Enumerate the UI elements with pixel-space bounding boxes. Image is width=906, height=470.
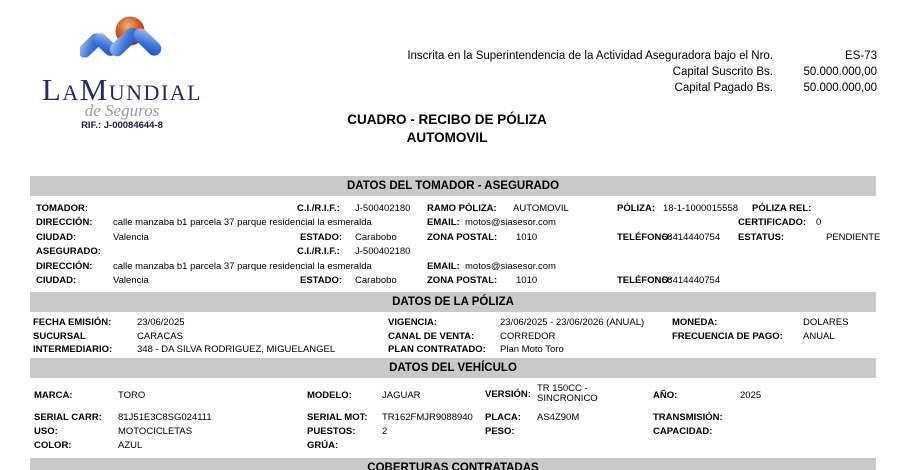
transmision-label: TRANSMISIÓN: bbox=[653, 412, 723, 423]
direccion-tomador-value: calle manzaba b1 parcela 37 parque residencial la esmeralda bbox=[113, 217, 372, 228]
capital-pagado-label: Capital Pagado Bs. bbox=[674, 82, 773, 94]
poliza-label: PÓLIZA: bbox=[617, 203, 655, 214]
ci-rif-asegurado-value: J-500402180 bbox=[355, 246, 411, 257]
capital-pagado-value: 50.000.000,00 bbox=[803, 82, 877, 94]
estado-asegurado-label: ESTADO: bbox=[300, 275, 343, 286]
capacidad-label: CAPACIDAD: bbox=[653, 426, 713, 437]
puestos-value: 2 bbox=[382, 426, 388, 437]
poliza-number: 18-1-1000015558 bbox=[663, 203, 739, 214]
estado-asegurado-value: Carabobo bbox=[355, 275, 397, 286]
sucursal-value: CARACAS bbox=[137, 331, 183, 342]
direccion-asegurado-value: calle manzaba b1 parcela 37 parque residencial la esmeralda bbox=[113, 261, 372, 272]
canal-venta-label: CANAL DE VENTA: bbox=[388, 331, 475, 342]
document-title-line2: AUTOMOVIL bbox=[406, 130, 488, 145]
capital-suscrito-label: Capital Suscrito Bs. bbox=[672, 66, 773, 78]
document-title bbox=[0, 111, 894, 147]
ciudad-asegurado-value: Valencia bbox=[113, 275, 149, 286]
ano-label: AÑO: bbox=[653, 390, 678, 401]
serial-mot-value: TR162FMJR9088940 bbox=[382, 412, 473, 423]
brand-letter: M bbox=[79, 72, 109, 107]
capital-suscrito-value: 50.000.000,00 bbox=[803, 66, 877, 78]
ramo-poliza-value: AUTOMOVIL bbox=[513, 203, 569, 214]
ano-value: 2025 bbox=[740, 390, 762, 401]
email-asegurado-value: motos@siasesor.com bbox=[465, 261, 556, 272]
ci-rif-asegurado-label: C.I./R.I.F.: bbox=[297, 246, 340, 257]
color-value: AZUL bbox=[118, 440, 143, 451]
ci-rif-tomador-value: J-500402180 bbox=[355, 203, 411, 214]
poliza-rel-label: PÓLIZA REL: bbox=[752, 203, 812, 214]
zona-postal-asegurado-value: 1010 bbox=[516, 275, 538, 286]
uso-value: MOTOCICLETAS bbox=[118, 426, 193, 437]
direccion-asegurado-label: DIRECCIÓN: bbox=[36, 261, 93, 272]
registration-label: Inscrita en la Superintendencia de la Actividad Aseguradora bajo el Nro. bbox=[407, 50, 773, 62]
puestos-label: PUESTOS: bbox=[307, 426, 356, 437]
serial-carr-label: SERIAL CARR: bbox=[34, 412, 102, 423]
serial-mot-label: SERIAL MOT: bbox=[307, 412, 368, 423]
email-tomador-label: EMAIL: bbox=[427, 217, 460, 228]
ciudad-asegurado-label: CIUDAD: bbox=[36, 275, 77, 286]
frecuencia-pago-value: ANUAL bbox=[803, 331, 835, 342]
document-title-line1: CUADRO - RECIBO DE PÓLIZA bbox=[347, 112, 547, 127]
ramo-poliza-label: RAMO PÓLIZA: bbox=[427, 203, 497, 214]
brand-letter: L bbox=[41, 72, 63, 107]
estatus-badge: PENDIENTE bbox=[826, 232, 881, 243]
placa-value: AS4Z90M bbox=[537, 412, 580, 423]
uso-label: USO: bbox=[34, 426, 58, 437]
telefono-asegurado-label: TELÉFONO: bbox=[617, 275, 672, 286]
tomador-label: TOMADOR: bbox=[36, 203, 89, 214]
moneda-value: DOLARES bbox=[803, 317, 849, 328]
certificado-label: CERTIFICADO: bbox=[738, 217, 807, 228]
section-header-vehiculo: DATOS DEL VEHÍCULO bbox=[30, 358, 876, 378]
ciudad-tomador-value: Valencia bbox=[113, 232, 149, 243]
estado-tomador-value: Carabobo bbox=[355, 232, 397, 243]
telefono-tomador-label: TELÉFONO: bbox=[617, 232, 672, 243]
vigencia-value: 23/06/2025 - 23/06/2026 (ANUAL) bbox=[500, 317, 645, 328]
moneda-label: MONEDA: bbox=[672, 317, 718, 328]
company-rif: RIF.: J-00084644-8 bbox=[81, 120, 163, 131]
email-tomador-value: motos@siasesor.com bbox=[465, 217, 556, 228]
marca-value: TORO bbox=[118, 390, 146, 401]
direccion-tomador-label: DIRECCIÓN: bbox=[36, 217, 93, 228]
modelo-value: JAGUAR bbox=[382, 390, 421, 401]
frecuencia-pago-label: FRECUENCIA DE PAGO: bbox=[672, 331, 783, 342]
canal-venta-value: CORREDOR bbox=[500, 331, 556, 342]
estado-tomador-label: ESTADO: bbox=[300, 232, 343, 243]
peso-label: PESO: bbox=[485, 426, 515, 437]
ci-rif-tomador-label: C.I./R.I.F.: bbox=[297, 203, 340, 214]
vigencia-label: VIGENCIA: bbox=[388, 317, 438, 328]
modelo-label: MODELO: bbox=[307, 390, 352, 401]
brand-letters: A bbox=[62, 80, 80, 105]
asegurado-label: ASEGURADO: bbox=[36, 246, 101, 257]
sucursal-label: SUCURSAL bbox=[33, 331, 86, 342]
registration-number: ES-73 bbox=[845, 50, 877, 62]
fecha-emision-label: FECHA EMISIÓN: bbox=[33, 317, 112, 328]
brand-tagline: de Seguros bbox=[84, 101, 160, 120]
ciudad-tomador-label: CIUDAD: bbox=[36, 232, 77, 243]
section-header-tomador: DATOS DEL TOMADOR - ASEGURADO bbox=[30, 176, 876, 196]
zona-postal-tomador-label: ZONA POSTAL: bbox=[427, 232, 498, 243]
serial-carr-value: 81J51E3C8SG024111 bbox=[118, 412, 212, 423]
plan-contratado-value: Plan Moto Toro bbox=[500, 344, 564, 355]
email-asegurado-label: EMAIL: bbox=[427, 261, 460, 272]
color-label: COLOR: bbox=[34, 440, 72, 451]
zona-postal-tomador-value: 1010 bbox=[516, 232, 538, 243]
marca-label: MARCA: bbox=[34, 390, 73, 401]
telefono-asegurado-value: 58414440754 bbox=[662, 275, 721, 286]
intermediario-label: INTERMEDIARIO: bbox=[33, 344, 113, 355]
section-header-poliza: DATOS DE LA PÓLIZA bbox=[30, 292, 876, 312]
plan-contratado-label: PLAN CONTRATADO: bbox=[388, 344, 486, 355]
version-label: VERSIÓN: bbox=[485, 389, 531, 400]
section-header-coberturas: COBERTURAS CONTRATADAS bbox=[30, 458, 876, 470]
certificado-value: 0 bbox=[816, 217, 822, 228]
placa-label: PLACA: bbox=[485, 412, 521, 423]
intermediario-value: 348 - DA SILVA RODRIGUEZ, MIGUELANGEL bbox=[137, 344, 336, 355]
grua-label: GRÚA: bbox=[307, 440, 339, 451]
lamundial-icon bbox=[80, 14, 166, 66]
telefono-tomador-value: 58414440754 bbox=[662, 232, 721, 243]
zona-postal-asegurado-label: ZONA POSTAL: bbox=[427, 275, 498, 286]
brand-letters: UNDIAL bbox=[108, 80, 203, 105]
fecha-emision-value: 23/06/2025 bbox=[137, 317, 185, 328]
estatus-label: ESTATUS: bbox=[738, 232, 785, 243]
version-value: TR 150CC - SINCRONICO bbox=[537, 383, 598, 404]
